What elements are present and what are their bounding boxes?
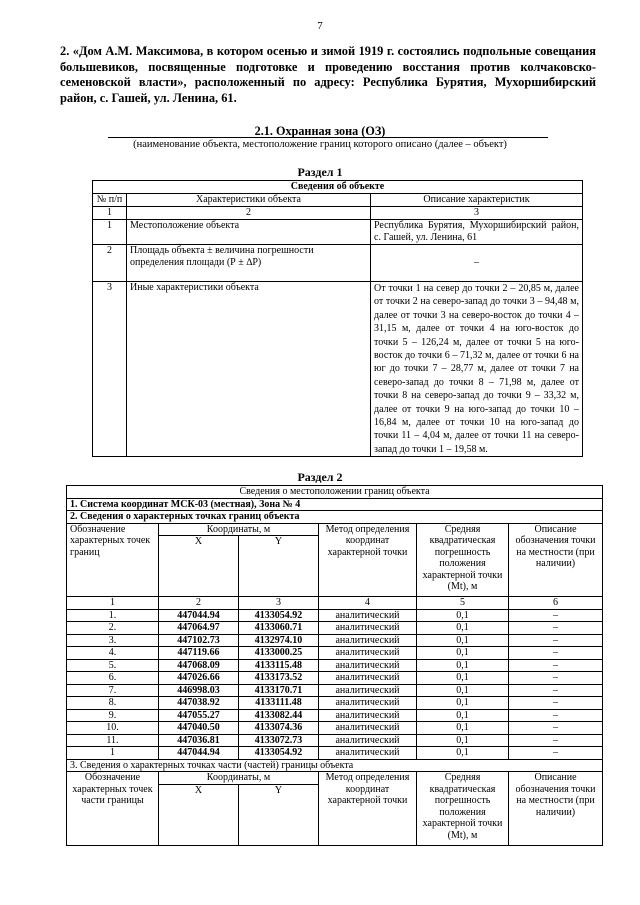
coord-y: 4133060.71 xyxy=(239,622,319,635)
desc-cell: – xyxy=(509,734,603,747)
row-number: 2 xyxy=(93,245,127,282)
accuracy-cell: 0,1 xyxy=(417,659,509,672)
page-number: 7 xyxy=(317,20,323,32)
row-characteristic: Иные характеристики объекта xyxy=(127,282,371,457)
method-cell: аналитический xyxy=(319,697,417,710)
desc-cell: – xyxy=(509,709,603,722)
table-row xyxy=(67,609,603,622)
method-cell: аналитический xyxy=(319,722,417,735)
method-cell: аналитический xyxy=(319,684,417,697)
part-header-accuracy: Средняя квадратическая погрешность положения характерной точки (Mt), м xyxy=(417,772,509,846)
point-number: 2. xyxy=(67,622,159,635)
accuracy-cell: 0,1 xyxy=(417,747,509,760)
desc-cell: – xyxy=(509,697,603,710)
coord-x: 447044.94 xyxy=(159,609,239,622)
points-title: 2. Сведения о характерных точках границ объекта xyxy=(67,511,603,524)
table-row xyxy=(67,672,603,685)
coord-x: 447064.97 xyxy=(159,622,239,635)
coord-x: 447040.50 xyxy=(159,722,239,735)
object-heading: 2. «Дом А.М. Максимова, в котором осенью и зимой 1919 г. состоялись подпольные совещания большевиков, посвященные подготовке и проведению восстания против колчаковско-семеновской власти», расположенный по адресу: Республика Бурятия, Мухоршибирский район, с. Гашей, ул. Ленина, 61. xyxy=(60,44,596,105)
row-description: От точки 1 на север до точки 2 – 20,85 м, далее от точки 2 на северо-запад до точки 3 – 94,48 м, далее от точки 3 на северо-восток до точки 4 – 31,15 м, далее от точки 4 на юго-восток до точки 5 – 126,24 м, далее от точки 5 на юго-восток до точки 6 – 71,32 м, далее от точки 6 на юг до точки 7 – 28,77 м, далее от точки 7 на северо-запад до точки 8 – 71,98 м, далее от точки 8 на северо-запад до точки 9 – 33,32 м, далее от точки 9 на юго-запад до точки 10 – 16,84 м, далее от точки 10 на юго-запад до точки 11 – 4,04 м, далее от точки 11 на северо-запад до точки 1 – 19,58 м. xyxy=(371,282,583,457)
subheading: 2.1. Охранная зона (ОЗ) xyxy=(254,124,386,138)
part-title: 3. Сведения о характерных точках части (частей) границы объекта xyxy=(67,759,603,772)
part-header-desc: Описание обозначения точки на местности (при наличии) xyxy=(509,772,603,846)
col-number-cell: 2 xyxy=(159,597,239,610)
coord-y: 4133074.36 xyxy=(239,722,319,735)
accuracy-cell: 0,1 xyxy=(417,697,509,710)
header-accuracy: Средняя квадратическая погрешность положения характерной точки (Mt), м xyxy=(417,523,509,597)
subheading-note: (наименование объекта, местоположение границ которого описано (далее – объект) xyxy=(133,139,507,150)
coord-x: 447036.81 xyxy=(159,734,239,747)
point-number: 4. xyxy=(67,647,159,660)
desc-cell: – xyxy=(509,647,603,660)
header-x: X xyxy=(159,536,239,597)
point-number: 1. xyxy=(67,609,159,622)
col-header-number: № п/п xyxy=(93,194,127,207)
desc-cell: – xyxy=(509,672,603,685)
accuracy-cell: 0,1 xyxy=(417,684,509,697)
desc-cell: – xyxy=(509,722,603,735)
method-cell: аналитический xyxy=(319,609,417,622)
coord-x: 447102.73 xyxy=(159,634,239,647)
point-number: 5. xyxy=(67,659,159,672)
table-row xyxy=(67,722,603,735)
point-number: 11. xyxy=(67,734,159,747)
table-row xyxy=(67,634,603,647)
object-info-table xyxy=(92,180,583,457)
accuracy-cell: 0,1 xyxy=(417,622,509,635)
coord-y: 4133173.52 xyxy=(239,672,319,685)
accuracy-cell: 0,1 xyxy=(417,609,509,622)
coord-system: 1. Система координат МСК-03 (местная), Зона № 4 xyxy=(67,498,603,511)
coord-y: 4133054.92 xyxy=(239,609,319,622)
coord-y: 4133111.48 xyxy=(239,697,319,710)
col-number-cell: 1 xyxy=(93,207,127,220)
accuracy-cell: 0,1 xyxy=(417,672,509,685)
table-title: Сведения об объекте xyxy=(93,181,583,194)
row-description: Республика Бурятия, Мухоршибирский район, с. Гашей, ул. Ленина, 61 xyxy=(371,220,583,245)
method-cell: аналитический xyxy=(319,647,417,660)
coord-x: 446998.03 xyxy=(159,684,239,697)
header-y: Y xyxy=(239,536,319,597)
method-cell: аналитический xyxy=(319,659,417,672)
table-row xyxy=(67,709,603,722)
col-number-cell: 3 xyxy=(371,207,583,220)
coord-x: 447026.66 xyxy=(159,672,239,685)
point-number: 10. xyxy=(67,722,159,735)
point-number: 9. xyxy=(67,709,159,722)
coord-y: 4133115.48 xyxy=(239,659,319,672)
table-row xyxy=(67,684,603,697)
desc-cell: – xyxy=(509,659,603,672)
desc-cell: – xyxy=(509,622,603,635)
accuracy-cell: 0,1 xyxy=(417,722,509,735)
part-header-method: Метод определения координат характерной точки xyxy=(319,772,417,846)
table-row xyxy=(93,220,583,245)
header-point: Обозначение характерных точек границ xyxy=(67,523,159,597)
coord-y: 4133170.71 xyxy=(239,684,319,697)
col-header-description: Описание характеристик xyxy=(371,194,583,207)
row-characteristic: Площадь объекта ± величина погрешности определения площади (Р ± ∆Р) xyxy=(127,245,371,282)
coord-y: 4133054.92 xyxy=(239,747,319,760)
boundary-table xyxy=(66,485,603,846)
method-cell: аналитический xyxy=(319,747,417,760)
col-number-cell: 1 xyxy=(67,597,159,610)
method-cell: аналитический xyxy=(319,634,417,647)
col-number-cell: 3 xyxy=(239,597,319,610)
col-number-cell: 5 xyxy=(417,597,509,610)
coord-x: 447055.27 xyxy=(159,709,239,722)
table-row xyxy=(67,697,603,710)
col-number-cell: 4 xyxy=(319,597,417,610)
accuracy-cell: 0,1 xyxy=(417,634,509,647)
desc-cell: – xyxy=(509,634,603,647)
table-row xyxy=(67,659,603,672)
coord-x: 447068.09 xyxy=(159,659,239,672)
point-number: 1 xyxy=(67,747,159,760)
coord-x: 447044.94 xyxy=(159,747,239,760)
table-row xyxy=(67,734,603,747)
table-row xyxy=(93,245,583,282)
method-cell: аналитический xyxy=(319,734,417,747)
point-number: 7. xyxy=(67,684,159,697)
coord-x: 447038.92 xyxy=(159,697,239,710)
row-characteristic: Местоположение объекта xyxy=(127,220,371,245)
section-2-title: Раздел 2 xyxy=(297,470,343,484)
col-number-cell: 2 xyxy=(127,207,371,220)
desc-cell: – xyxy=(509,747,603,760)
table-row xyxy=(67,747,603,760)
row-description: – xyxy=(371,245,583,282)
header-desc: Описание обозначения точки на местности (при наличии) xyxy=(509,523,603,597)
section-1-title: Раздел 1 xyxy=(297,165,343,179)
coord-y: 4132974.10 xyxy=(239,634,319,647)
part-header-coords: Координаты, м xyxy=(159,772,319,785)
subheading-underline xyxy=(108,137,548,138)
accuracy-cell: 0,1 xyxy=(417,734,509,747)
col-number-cell: 6 xyxy=(509,597,603,610)
point-number: 6. xyxy=(67,672,159,685)
table-title: Сведения о местоположении границ объекта xyxy=(67,486,603,499)
method-cell: аналитический xyxy=(319,672,417,685)
part-header-y: Y xyxy=(239,784,319,845)
coord-y: 4133000.25 xyxy=(239,647,319,660)
method-cell: аналитический xyxy=(319,622,417,635)
header-method: Метод определения координат характерной точки xyxy=(319,523,417,597)
part-header-x: X xyxy=(159,784,239,845)
table-row xyxy=(67,622,603,635)
table-row xyxy=(93,282,583,457)
table-row xyxy=(67,647,603,660)
coord-x: 447119.66 xyxy=(159,647,239,660)
col-header-characteristic: Характеристики объекта xyxy=(127,194,371,207)
part-header-point: Обозначение характерных точек части границы xyxy=(67,772,159,846)
desc-cell: – xyxy=(509,609,603,622)
row-number: 3 xyxy=(93,282,127,457)
point-number: 8. xyxy=(67,697,159,710)
header-coords: Координаты, м xyxy=(159,523,319,536)
coord-y: 4133072.73 xyxy=(239,734,319,747)
accuracy-cell: 0,1 xyxy=(417,647,509,660)
row-number: 1 xyxy=(93,220,127,245)
point-number: 3. xyxy=(67,634,159,647)
method-cell: аналитический xyxy=(319,709,417,722)
coord-y: 4133082.44 xyxy=(239,709,319,722)
desc-cell: – xyxy=(509,684,603,697)
accuracy-cell: 0,1 xyxy=(417,709,509,722)
